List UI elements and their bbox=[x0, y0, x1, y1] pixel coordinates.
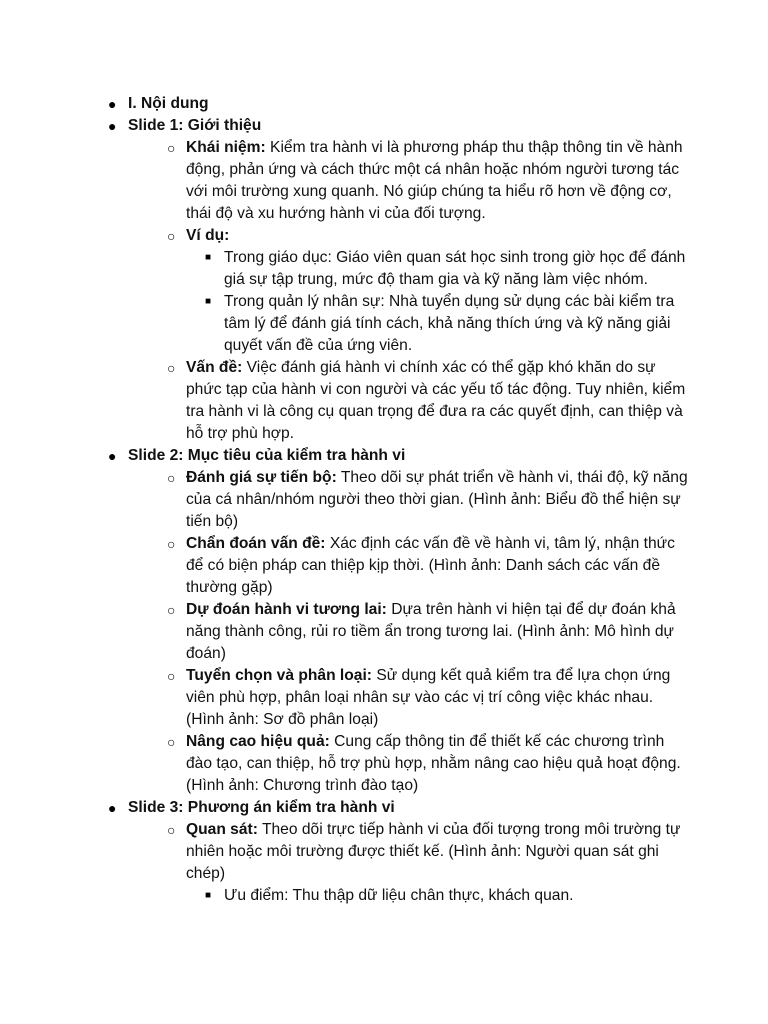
bullet-marker: ● bbox=[108, 800, 117, 816]
detail-list bbox=[205, 885, 688, 907]
item-text: Cung cấp thông tin để thiết kế các chương trình đào tạo, can thiệp, hỗ trợ phù hợp, nhằm nâng cao hiệu quả hoạt động. (Hình ảnh: Chương trình đào tạo) bbox=[186, 733, 681, 794]
list-item bbox=[148, 731, 688, 797]
item-text: Trong giáo dục: Giáo viên quan sát học sinh trong giờ học để đánh giá sự tập trung, mức độ tham gia và kỹ năng làm việc nhóm. bbox=[224, 249, 686, 288]
item-term: Ví dụ: bbox=[186, 227, 230, 244]
slide-1-list bbox=[148, 137, 688, 445]
item-term: Chẩn đoán vấn đề: bbox=[186, 535, 326, 552]
slide-2-list bbox=[148, 467, 688, 797]
section-heading bbox=[108, 93, 688, 115]
item-text: Việc đánh giá hành vi chính xác có thể gặp khó khăn do sự phức tạp của hành vi con người và các yếu tố tác động. Tuy nhiên, kiểm tra hành vi là công cụ quan trọng để đưa ra các quyết định, can thiệp và hỗ trợ phù hợp. bbox=[186, 359, 686, 442]
item-text: Xác định các vấn đề về hành vi, tâm lý, nhận thức để có biện pháp can thiệp kịp thời. (Hình ảnh: Danh sách các vấn đề thường gặp) bbox=[186, 535, 675, 596]
list-item bbox=[148, 599, 688, 665]
heading-text: Slide 3: Phương án kiểm tra hành vi bbox=[128, 799, 395, 816]
item-text: Ưu điểm: Thu thập dữ liệu chân thực, khách quan. bbox=[224, 887, 574, 904]
slide-2-heading bbox=[108, 445, 688, 797]
slide-1-heading bbox=[108, 115, 688, 445]
heading-text: Slide 2: Mục tiêu của kiểm tra hành vi bbox=[128, 447, 406, 464]
list-item bbox=[148, 137, 688, 225]
bullet-marker: ○ bbox=[167, 536, 176, 552]
list-item bbox=[205, 291, 688, 357]
list-item bbox=[148, 665, 688, 731]
item-term: Nâng cao hiệu quả: bbox=[186, 733, 330, 750]
item-text: Sử dụng kết quả kiểm tra để lựa chọn ứng viên phù hợp, phân loại nhân sự vào các vị trí công việc khác nhau. (Hình ảnh: Sơ đồ phân loại) bbox=[186, 667, 671, 728]
item-text: Theo dõi trực tiếp hành vi của đối tượng trong môi trường tự nhiên hoặc môi trường được thiết kế. (Hình ảnh: Người quan sát ghi chép) bbox=[186, 821, 681, 882]
slide-3-list bbox=[148, 819, 688, 907]
list-item bbox=[148, 225, 688, 357]
bullet-marker: ○ bbox=[167, 822, 176, 838]
item-term: Vấn đề: bbox=[186, 359, 243, 376]
outline-list bbox=[108, 93, 688, 907]
list-item bbox=[148, 819, 688, 907]
bullet-marker: ● bbox=[108, 96, 117, 112]
list-item bbox=[205, 885, 688, 907]
list-item bbox=[205, 247, 688, 291]
item-term: Đánh giá sự tiến bộ: bbox=[186, 469, 337, 486]
bullet-marker: ○ bbox=[167, 734, 176, 750]
item-text: Trong quản lý nhân sự: Nhà tuyển dụng sử dụng các bài kiểm tra tâm lý để đánh giá tính cách, khả năng thích ứng và kỹ năng giải quyết vấn đề của ứng viên. bbox=[224, 293, 675, 354]
bullet-marker: ○ bbox=[167, 140, 176, 156]
bullet-marker: ○ bbox=[167, 602, 176, 618]
bullet-marker: ● bbox=[108, 118, 117, 134]
list-item bbox=[148, 357, 688, 445]
example-list bbox=[205, 247, 688, 357]
bullet-marker: ○ bbox=[167, 470, 176, 486]
item-text: Kiểm tra hành vi là phương pháp thu thập thông tin về hành động, phản ứng và cách thức một cá nhân hoặc nhóm người tương tác với môi trường xung quanh. Nó giúp chúng ta hiểu rõ hơn về động cơ, thái độ và xu hướng hành vi của đối tượng. bbox=[186, 139, 683, 222]
bullet-marker: ○ bbox=[167, 228, 176, 244]
slide-3-heading bbox=[108, 797, 688, 907]
item-term: Tuyển chọn và phân loại: bbox=[186, 667, 372, 684]
list-item bbox=[148, 533, 688, 599]
item-term: Khái niệm: bbox=[186, 139, 266, 156]
heading-text: Slide 1: Giới thiệu bbox=[128, 117, 262, 134]
item-term: Dự đoán hành vi tương lai: bbox=[186, 601, 387, 618]
item-text: Dựa trên hành vi hiện tại để dự đoán khả năng thành công, rủi ro tiềm ẩn trong tương lai. (Hình ảnh: Mô hình dự đoán) bbox=[186, 601, 676, 662]
bullet-marker: ○ bbox=[167, 360, 176, 376]
bullet-marker: ■ bbox=[205, 252, 212, 263]
bullet-marker: ■ bbox=[205, 890, 212, 901]
bullet-marker: ○ bbox=[167, 668, 176, 684]
item-term: Quan sát: bbox=[186, 821, 258, 838]
heading-text: I. Nội dung bbox=[128, 95, 209, 112]
document-body bbox=[108, 93, 688, 907]
bullet-marker: ■ bbox=[205, 296, 212, 307]
list-item bbox=[148, 467, 688, 533]
item-text: Theo dõi sự phát triển về hành vi, thái độ, kỹ năng của cá nhân/nhóm người theo thời gian. (Hình ảnh: Biểu đồ thể hiện sự tiến bộ) bbox=[186, 469, 688, 530]
bullet-marker: ● bbox=[108, 448, 117, 464]
